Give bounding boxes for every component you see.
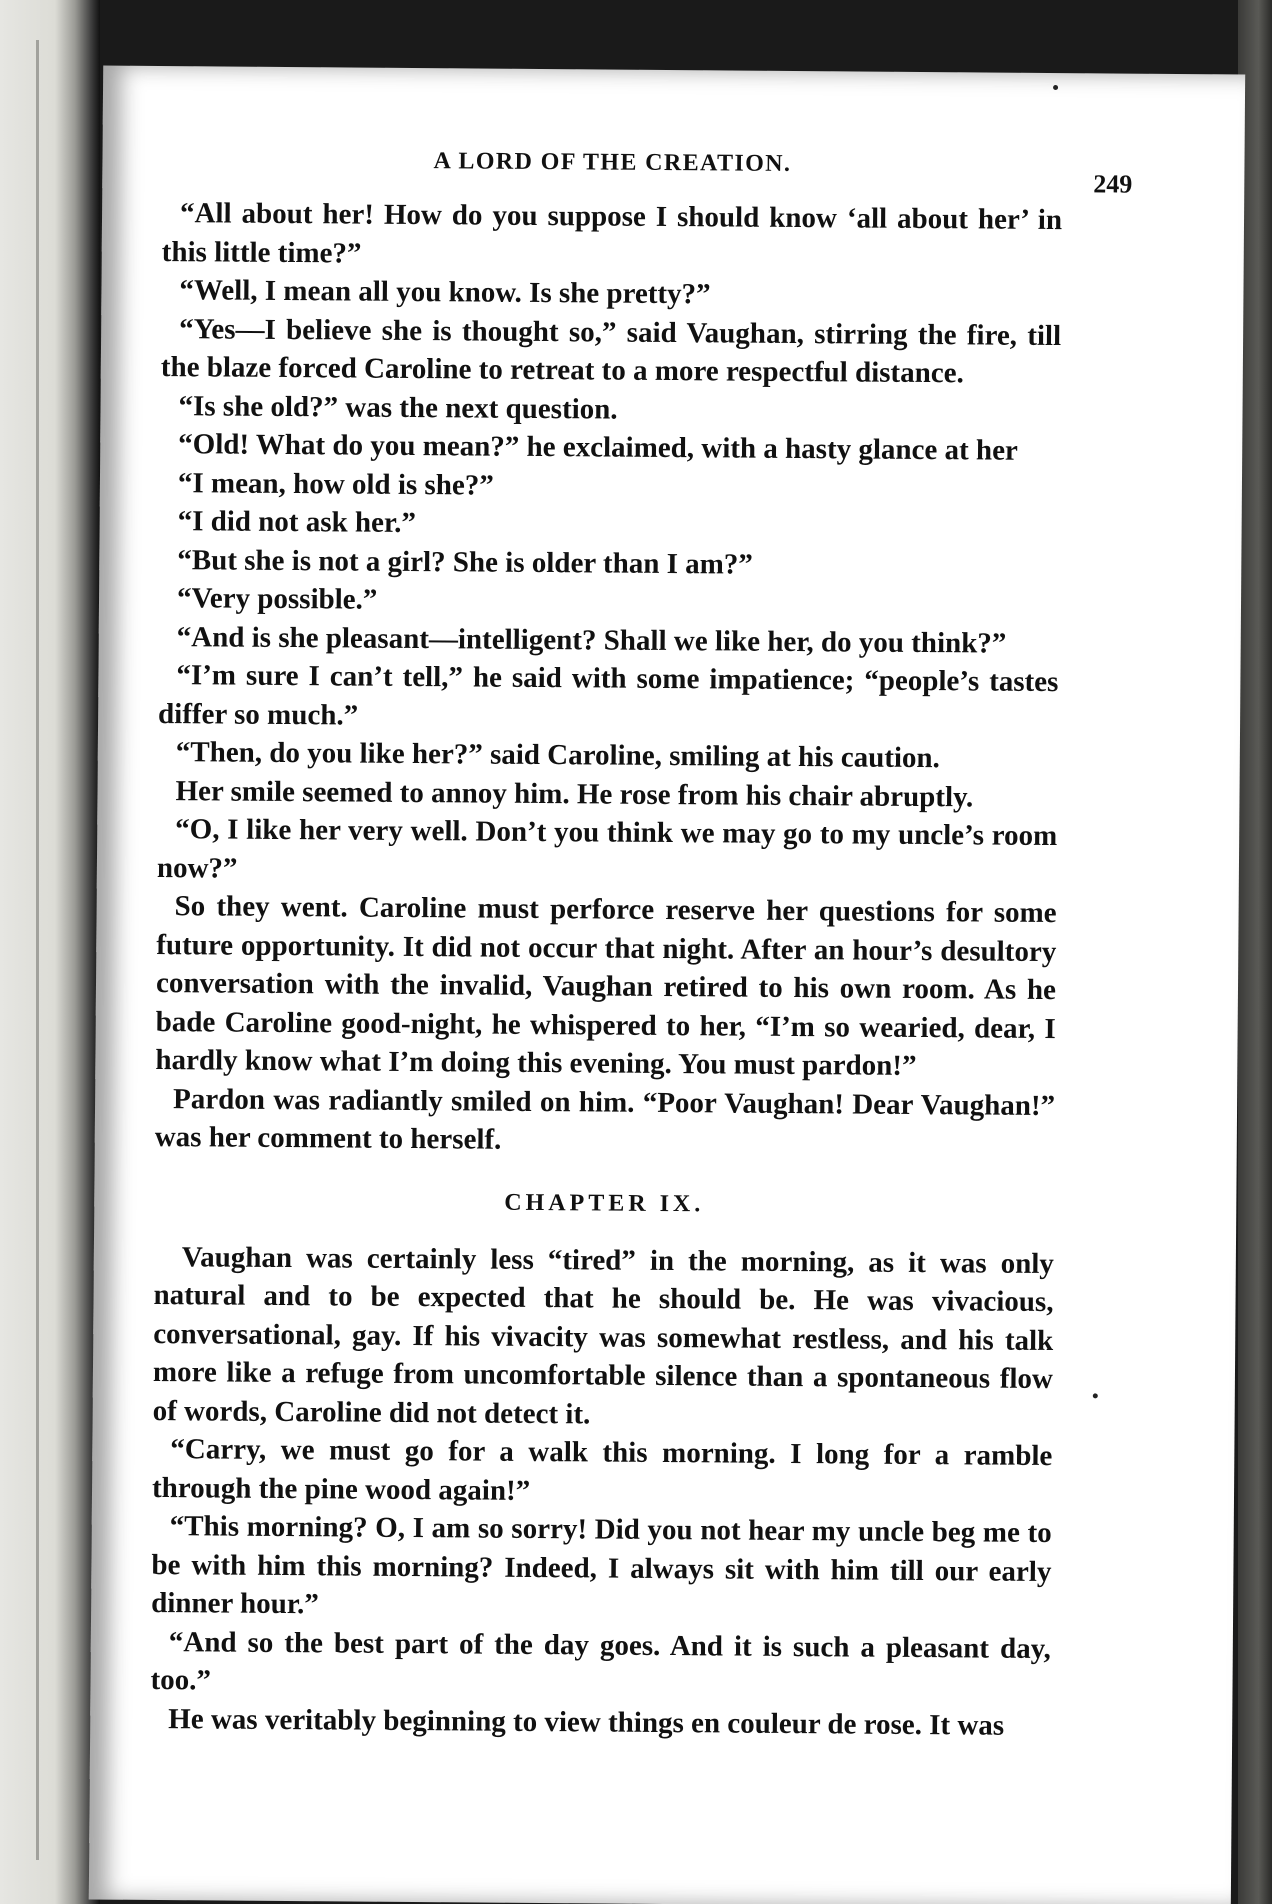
chapter-heading: CHAPTER IX.: [504, 1189, 705, 1217]
book-page: [89, 66, 1245, 1904]
dust-speck: [1053, 85, 1058, 90]
page-text-block: [150, 146, 1133, 1745]
paragraph: Vaughan was certainly less “tired” in the morning, as it was only natural and to be expected that he should be. He was vivacious, conversational, gay. If his vivacity was somewhat restless, and his talk more like a refuge from uncomfortable silence than a spontaneous flow of words, Caroline did not detect it.: [152, 1240, 1054, 1430]
paragraph: So they went. Caroline must perforce reserve her questions for some future opportunity. It did not occur that night. After an hour’s desultory conversation with the invalid, Vaughan retired to his own room. As he bade Caroline good-night, he whispered to her, “I’m so wearied, dear, I hardly know what I’m doing this evening. You must pardon!”: [155, 890, 1057, 1082]
paragraph: “O, I like her very well. Don’t you think we may go to my uncle’s room now?”: [156, 813, 1058, 885]
page-header: [162, 146, 1133, 199]
dust-speck: [1093, 1393, 1098, 1398]
paragraph: “Then, do you like her?” said Caroline, smiling at his caution.: [175, 736, 940, 775]
paragraph: “Yes—I believe she is thought so,” said Vaughan, stirring the fire, till the blaze forced Caroline to retreat to a more respectful distance.: [160, 312, 1062, 390]
chapter-viii-ending: [155, 194, 1063, 1164]
paragraph: Pardon was radiantly smiled on him. “Poor Vaughan! Dear Vaughan!” was her comment to herself.: [154, 1082, 1056, 1156]
paragraph: “I mean, how old is she?”: [177, 466, 494, 502]
left-page-edge: [0, 0, 100, 1904]
paragraph: “Very possible.”: [176, 582, 378, 616]
paragraph: “Old! What do you mean?” he exclaimed, with a hasty glance at her: [178, 428, 1019, 467]
paragraph: He was veritably beginning to view things en couleur de rose. It was: [168, 1702, 1005, 1742]
chapter-ix-body: [150, 1237, 1054, 1745]
paragraph: “I did not ask her.”: [177, 505, 417, 540]
paragraph: “This morning? O, I am so sorry! Did you not hear my uncle beg me to be with him this morning? Indeed, I always sit with him till our early dinner hour.”: [151, 1510, 1052, 1621]
paragraph: “And so the best part of the day goes. And it is such a pleasant day, too.”: [150, 1625, 1051, 1697]
paragraph: “All about her! How do you suppose I should know ‘all about her’ in this little time?”: [161, 197, 1063, 270]
binding-line: [36, 40, 39, 1860]
paragraph: “I’m sure I can’t tell,” he said with some impatience; “people’s tastes differ so much.”: [158, 659, 1059, 732]
paragraph: “Well, I mean all you know. Is she pretty?”: [179, 274, 711, 311]
paragraph: “Carry, we must go for a walk this morning. I long for a ramble through the pine wood again!”: [151, 1433, 1053, 1507]
paragraph: Her smile seemed to annoy him. He rose from his chair abruptly.: [175, 774, 974, 813]
paragraph: “But she is not a girl? She is older than I am?”: [177, 543, 753, 581]
running-head: A LORD OF THE CREATION.: [433, 148, 792, 177]
paragraph: “And is she pleasant—intelligent? Shall we like her, do you think?”: [176, 620, 1007, 660]
page-number: 249: [1093, 169, 1133, 199]
paragraph: “Is she old?” was the next question.: [178, 389, 618, 426]
